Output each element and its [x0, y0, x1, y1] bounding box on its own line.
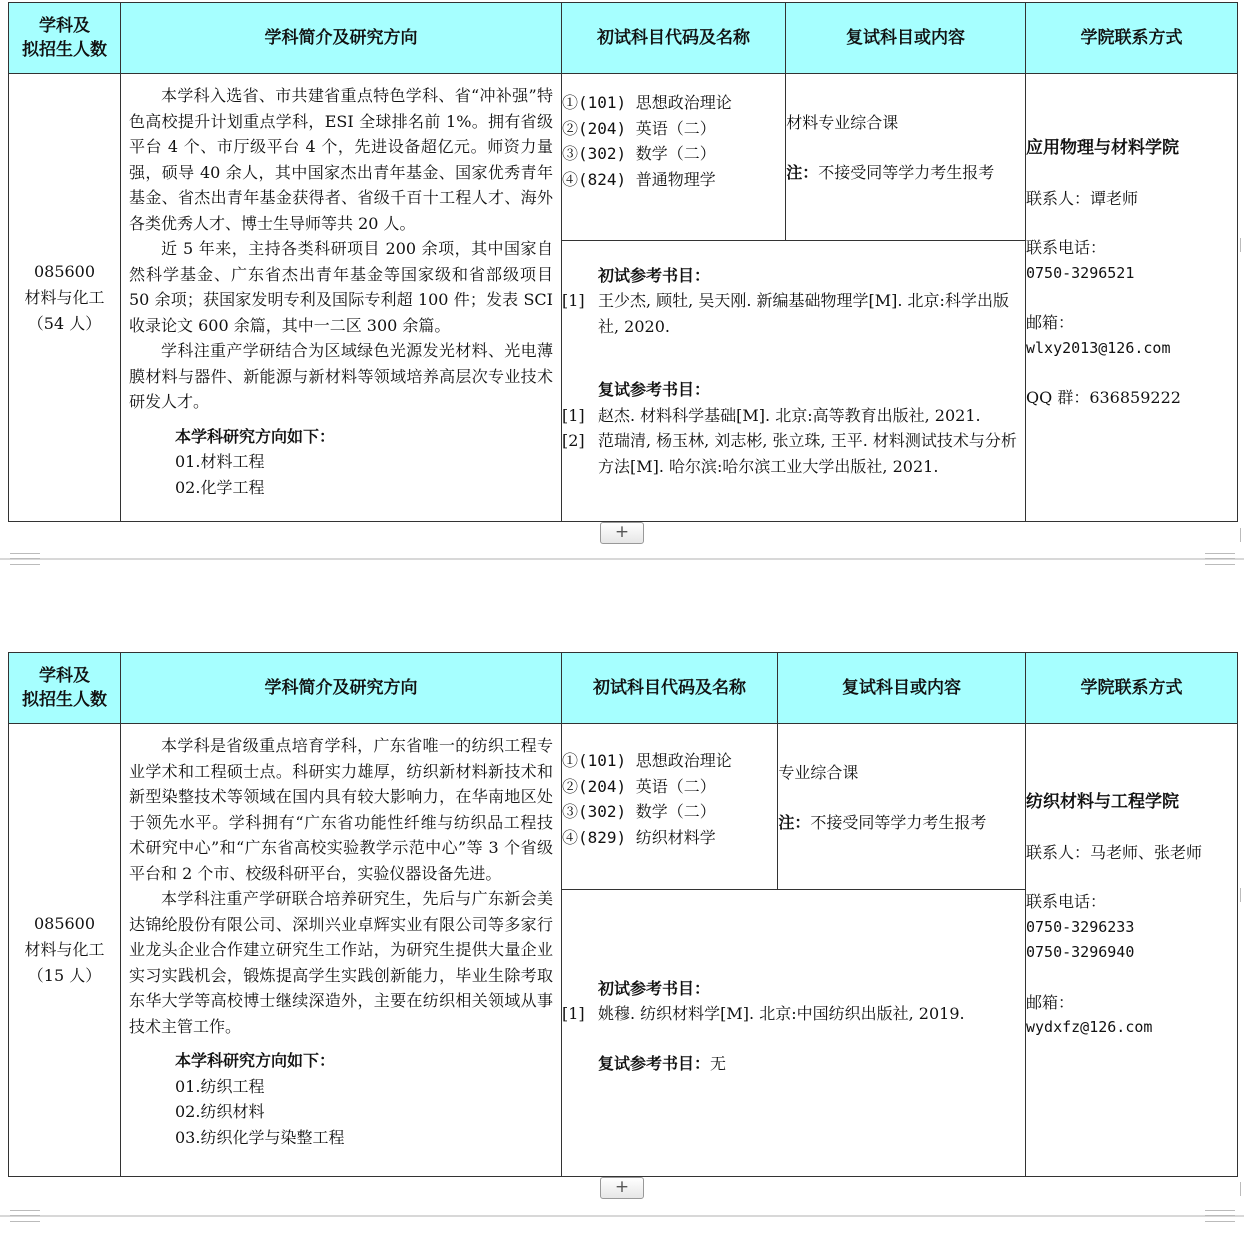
page-corner-marker: [10, 1210, 40, 1222]
phone-label: 联系电话：: [1026, 238, 1107, 257]
exam-block: [562, 74, 1026, 522]
retest-ref-item: [562, 403, 1025, 429]
header-intro: 学科简介及研究方向: [121, 653, 562, 724]
phone-number: 0750-3296521: [1026, 263, 1135, 282]
header-row: [9, 3, 1238, 74]
header-retest: 复试科目或内容: [786, 3, 1026, 74]
header-retest: 复试科目或内容: [778, 653, 1026, 724]
intro-cell: [121, 724, 562, 1177]
program-table-1: [8, 2, 1238, 522]
exam-block: [562, 724, 1026, 1177]
note-text: 不接受同等学力考生报考: [810, 812, 987, 832]
intro-paragraph: 本学科是省级重点培育学科，广东省唯一的纺织工程专业学术和工程硕士点。科研实力雄厚，纺织新材料新技术和新型染整技术等领域在国内具有较大影响力，在华南地区处于领先水平。学科拥有“广东省功能性纤维与纺织品工程技术研究中心”和“广东省高校实验教学示范中心”等 3 个省级平台和 2 个市、校级科研平台，实验仪器设备先进。: [129, 736, 553, 883]
contact-cell: [1026, 724, 1238, 1177]
ref-number: [1]: [562, 291, 585, 310]
direction-item: 02.化学工程: [175, 477, 265, 497]
header-discipline: 学科及 拟招生人数: [9, 3, 121, 74]
page-corner-marker: [1205, 1210, 1235, 1222]
header-row: [9, 653, 1238, 724]
ref-number: [1]: [562, 405, 585, 425]
expand-row-button[interactable]: +: [600, 1177, 644, 1199]
retest-ref-title: 复试参考书目：: [598, 380, 711, 399]
retest-subject: 专业综合课: [778, 763, 859, 782]
header-discipline: 学科及 拟招生人数: [9, 653, 121, 724]
discipline-code: 085600: [33, 914, 96, 933]
exam-inner-table: [562, 724, 1025, 1176]
program-table-2: [8, 652, 1238, 1177]
intro-paragraph: 近 5 年来，主持各类科研项目 200 余项，其中国家自然科学基金、广东省杰出青年基金等国家级和省部级项目 50 余项；获国家发明专利及国际专利超 100 件；发表 SCI 收录论文 600 余篇，其中一二区 300 余篇。: [129, 239, 553, 335]
margin-marker: [1240, 1182, 1244, 1196]
phone-number: 0750-3296940: [1026, 943, 1135, 961]
page-break-line: [0, 1215, 1244, 1217]
discipline-cell: [9, 74, 121, 522]
header-exam: 初试科目代码及名称: [562, 653, 778, 724]
contact-person: 联系人：马老师、张老师: [1026, 842, 1203, 862]
retest-subject: 材料专业综合课: [786, 113, 899, 132]
retest-cell: [786, 74, 1025, 240]
expand-row-button[interactable]: +: [600, 522, 644, 544]
discipline-quota: （54 人）: [27, 313, 102, 333]
prelim-ref-item: [562, 1001, 1025, 1027]
header-contact: 学院联系方式: [1026, 3, 1238, 74]
header-exam: 初试科目代码及名称: [562, 3, 786, 74]
retest-note: [778, 810, 1025, 836]
contact-person: 联系人：谭老师: [1026, 188, 1139, 208]
email-address: wydxfz@126.com: [1026, 1018, 1153, 1036]
note-text: 不接受同等学力考生报考: [818, 162, 995, 182]
ref-text: 王少杰, 顾牡, 吴天刚. 新编基础物理学[M]. 北京:科学出版社, 2020.: [598, 291, 1009, 336]
exam-inner-table: [562, 74, 1025, 521]
ref-text: 姚穆. 纺织材料学[M]. 北京:中国纺织出版社, 2019.: [598, 1004, 965, 1023]
intro-paragraph: 学科注重产学研结合为区域绿色光源发光材料、光电薄膜材料与器件、新能源与新材料等领域培养高层次专业技术研发人才。: [129, 341, 553, 411]
exam-subject: ①(101) 思想政治理论: [562, 751, 732, 770]
exam-subject: ③(302) 数学（二）: [562, 144, 716, 163]
direction-item: 02.纺织材料: [175, 1102, 265, 1121]
exam-subject: ②(204) 英语（二）: [562, 776, 716, 796]
exam-subject: ②(204) 英语（二）: [562, 118, 716, 138]
direction-item: 01.材料工程: [175, 452, 265, 471]
header-intro: 学科简介及研究方向: [121, 3, 562, 74]
program-row: [9, 74, 1238, 522]
phone-label: 联系电话：: [1026, 892, 1107, 911]
qq-group: QQ 群：636859222: [1026, 388, 1181, 407]
program-row: [9, 724, 1238, 1177]
page-corner-marker: [10, 553, 40, 565]
header-contact: 学院联系方式: [1026, 653, 1238, 724]
discipline-quota: （15 人）: [27, 966, 102, 985]
discipline-name: 材料与化工: [24, 287, 105, 307]
ref-number: [1]: [562, 1004, 585, 1023]
margin-marker: [1240, 528, 1244, 542]
email-address: wlxy2013@126.com: [1026, 338, 1171, 357]
direction-item: 01.纺织工程: [175, 1076, 265, 1096]
email-label: 邮箱：: [1026, 313, 1075, 332]
directions-title: 本学科研究方向如下：: [175, 1051, 336, 1070]
references-cell: [562, 240, 1025, 521]
ref-text: 赵杰. 材料科学基础[M]. 北京:高等教育出版社, 2021.: [598, 405, 981, 425]
intro-cell: [121, 74, 562, 522]
college-name: 纺织材料与工程学院: [1026, 792, 1179, 812]
note-label: 注：: [778, 812, 811, 832]
page-break-line: [0, 558, 1244, 560]
intro-paragraph: 本学科入选省、市共建省重点特色学科、省“冲补强”特色高校提升计划重点学科，ESI 全球排名前 1%。拥有省级平台 4 个、市厅级平台 4 个，先进设备超亿元。师资力量强，硕导 40 余人，其中国家杰出青年基金、国家优秀青年基金、省杰出青年基金获得者、省级千百十工程人才、海外各类优秀人才、博士生导师等共 20 人。: [129, 86, 553, 233]
retest-note: [786, 160, 1025, 186]
ref-text: 范瑞清, 杨玉林, 刘志彬, 张立珠, 王平. 材料测试技术与分析方法[M]. 哈尔滨:哈尔滨工业大学出版社, 2021.: [598, 431, 1017, 476]
exam-subjects-cell: [562, 74, 786, 240]
exam-subjects-cell: [562, 724, 778, 889]
note-label: 注：: [786, 162, 819, 182]
college-name: 应用物理与材料学院: [1026, 138, 1179, 158]
prelim-ref-title: 初试参考书目：: [598, 265, 711, 285]
exam-subject: ④(824) 普通物理学: [562, 169, 716, 189]
phone-number: 0750-3296233: [1026, 917, 1135, 936]
discipline-cell: [9, 724, 121, 1177]
contact-cell: [1026, 74, 1238, 522]
references-cell: [562, 889, 1025, 1176]
retest-cell: [778, 724, 1025, 889]
discipline-name: 材料与化工: [24, 940, 105, 959]
exam-subject: ①(101) 思想政治理论: [562, 93, 732, 112]
margin-marker: [1240, 888, 1244, 902]
retest-ref-item: [562, 428, 1025, 479]
discipline-code: 085600: [33, 261, 96, 281]
page-corner-marker: [1205, 553, 1235, 565]
directions-title: 本学科研究方向如下：: [175, 426, 336, 446]
email-label: 邮箱：: [1026, 992, 1075, 1012]
exam-subject: ③(302) 数学（二）: [562, 802, 716, 821]
prelim-ref-title: 初试参考书目：: [598, 978, 711, 998]
direction-item: 03.纺织化学与染整工程: [175, 1127, 345, 1147]
exam-subject: ④(829) 纺织材料学: [562, 827, 716, 847]
prelim-ref-item: [562, 288, 1025, 339]
ref-number: [2]: [562, 431, 585, 450]
intro-paragraph: 本学科注重产学研联合培养研究生，先后与广东新会美达锦纶股份有限公司、深圳兴业卓辉实业有限公司等多家行业龙头企业合作建立研究生工作站，为研究生提供大量企业实习实践机会，锻炼提高学生实践创新能力，毕业生除考取东华大学等高校博士继续深造外，主要在纺织相关领域从事技术主管工作。: [129, 889, 553, 1036]
retest-ref-title: 复试参考书目：无: [598, 1053, 727, 1073]
margin-marker: [1240, 238, 1244, 252]
